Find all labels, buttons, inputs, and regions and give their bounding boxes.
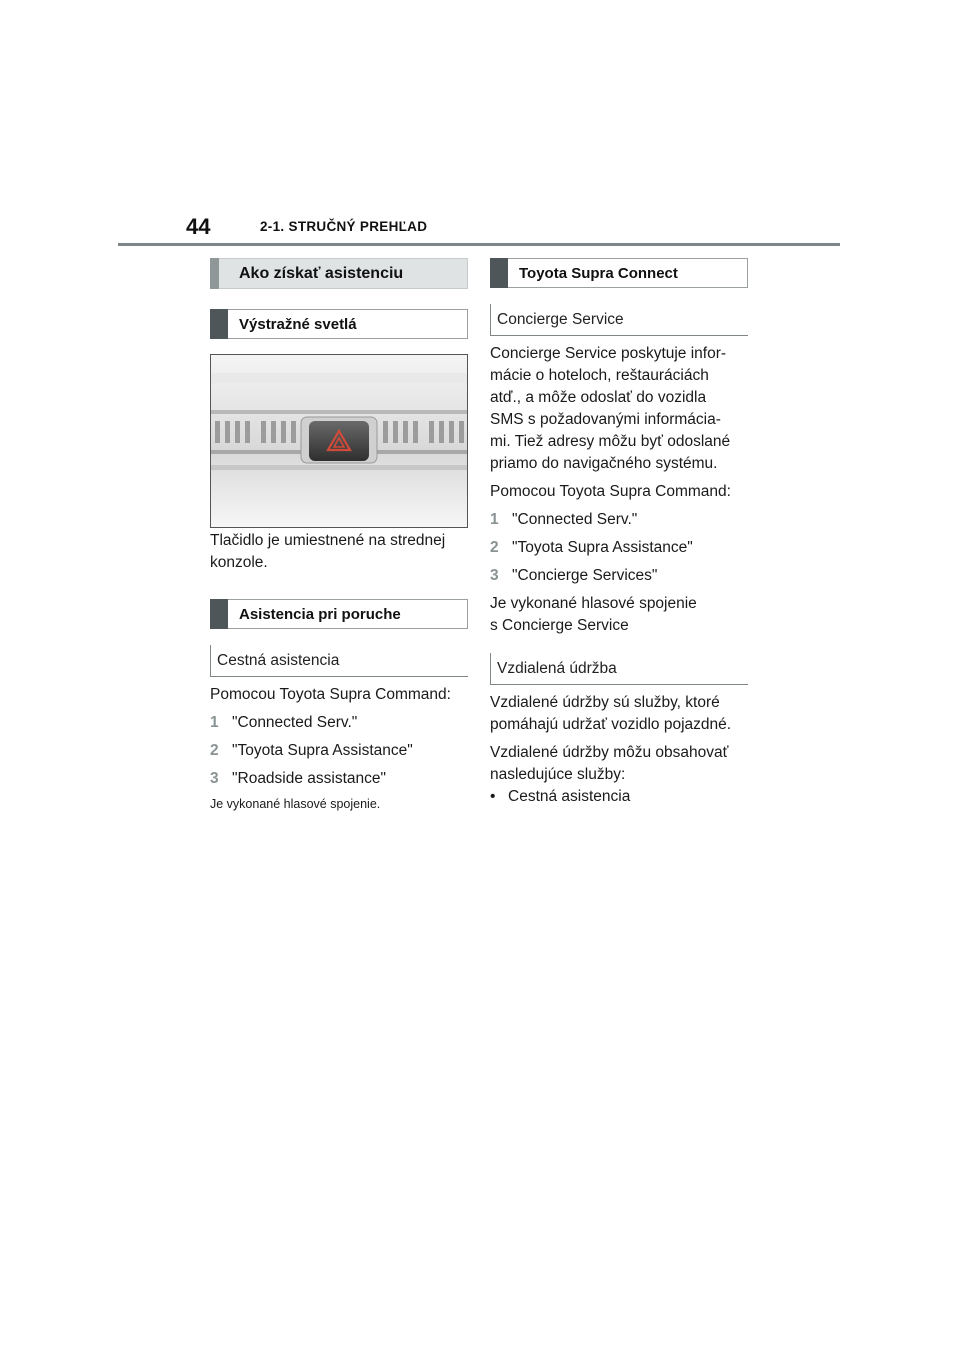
concierge-body	[490, 343, 748, 475]
main-heading-text: Toyota Supra Connect	[519, 264, 678, 282]
bullet-icon: •	[490, 788, 496, 805]
concierge-intro: Pomocou Toyota Supra Command:	[490, 483, 731, 500]
concierge-body-line: mi. Tiež adresy môžu byť odoslané	[490, 433, 731, 450]
step-number: 1	[490, 511, 499, 528]
figure-caption: Tlačidlo je umiestnené na strednej konzole.	[210, 532, 446, 571]
heading-text: Výstražné svetlá	[239, 315, 357, 333]
remote-body-line: pomáhajú udržať vozidlo pojazdné.	[490, 716, 732, 733]
left-column	[210, 258, 468, 813]
heading-warning-lights	[210, 309, 468, 339]
hazard-button-figure	[210, 354, 468, 528]
step-text: "Toyota Supra Assistance"	[512, 539, 693, 556]
step-text: "Connected Serv."	[232, 714, 358, 731]
breakdown-step	[210, 712, 468, 734]
concierge-outro-line: Je vykonané hlasové spojenie	[490, 595, 697, 612]
hazard-button	[309, 421, 369, 461]
subtopic-text: Vzdialená údržba	[497, 659, 617, 677]
remote-body-line: Vzdialené údržby sú služby, ktoré	[490, 694, 720, 711]
breakdown-intro: Pomocou Toyota Supra Command:	[210, 686, 451, 703]
concierge-step	[490, 565, 748, 587]
section-title: 2-1. STRUČNÝ PREHĽAD	[260, 219, 428, 234]
main-heading-text: Ako získať asistenciu	[239, 264, 404, 282]
heading-marker	[210, 258, 219, 289]
heading-text: Asistencia pri poruche	[239, 605, 401, 623]
remote-body-line: Vzdialené údržby môžu obsahovať	[490, 744, 729, 761]
concierge-step	[490, 537, 748, 559]
hazard-button-illustration	[211, 355, 467, 527]
breakdown-step	[210, 768, 468, 790]
bullet-item	[490, 786, 748, 808]
subtopic-concierge	[490, 304, 748, 336]
remote-body-line: nasledujúce služby:	[490, 766, 626, 783]
breakdown-step	[210, 740, 468, 762]
heading-marker	[210, 599, 228, 629]
right-column	[490, 258, 748, 808]
step-text: "Connected Serv."	[512, 511, 638, 528]
step-number: 2	[210, 742, 219, 759]
concierge-step	[490, 509, 748, 531]
step-number: 3	[490, 567, 499, 584]
subtopic-roadside	[210, 645, 468, 677]
subtopic-remote-maintenance	[490, 653, 748, 685]
concierge-body-line: Concierge Service poskytuje infor-	[490, 345, 727, 362]
header-rule	[118, 243, 840, 246]
subtopic-text: Concierge Service	[497, 310, 624, 328]
concierge-body-line: mácie o hoteloch, reštauráciách	[490, 367, 709, 384]
heading-marker	[490, 258, 508, 288]
subtopic-text: Cestná asistencia	[217, 651, 340, 669]
breakdown-note: Je vykonané hlasové spojenie.	[210, 797, 381, 811]
concierge-body-line: SMS s požadovanými informácia-	[490, 411, 721, 428]
step-text: "Toyota Supra Assistance"	[232, 742, 413, 759]
step-number: 2	[490, 539, 499, 556]
step-text: "Roadside assistance"	[232, 770, 387, 787]
concierge-body-line: atď., a môže odoslať do vozidla	[490, 389, 707, 406]
heading-marker	[210, 309, 228, 339]
heading-breakdown-assistance	[210, 599, 468, 629]
concierge-body-line: priamo do navigačného systému.	[490, 455, 718, 472]
main-heading-connect	[490, 258, 748, 288]
page-number: 44	[186, 214, 211, 239]
step-number: 3	[210, 770, 219, 787]
concierge-outro-line: s Concierge Service	[490, 617, 629, 634]
bullet-text: Cestná asistencia	[508, 788, 631, 805]
step-number: 1	[210, 714, 219, 731]
main-heading-assistance	[210, 258, 468, 289]
step-text: "Concierge Services"	[512, 567, 658, 584]
